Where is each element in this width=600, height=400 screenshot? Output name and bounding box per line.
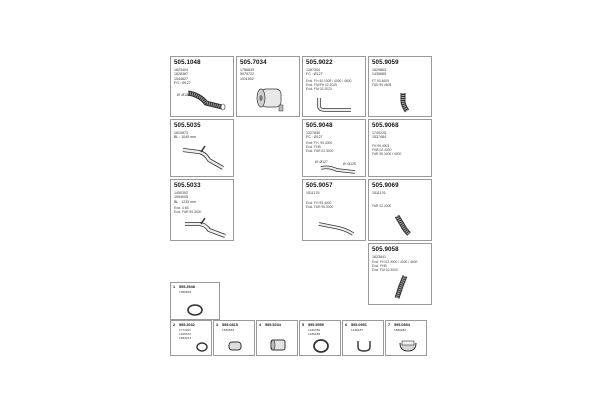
half-shell-clamp-icon: [398, 337, 418, 353]
part-code: 505.5035: [174, 122, 201, 129]
part-code: 595.0951: [351, 323, 367, 327]
clamp-icon: [226, 339, 244, 353]
small-part-card: [385, 320, 427, 356]
sleeve-icon: [269, 337, 287, 353]
diameter-label: Ø: Ø125: [177, 93, 190, 97]
fitment-notes: Excl. FH 02.3000 / 4000 / 4600 Excl. FHB Excl. FM 02.3000: [372, 260, 418, 272]
flex-pipe-icon: [393, 91, 413, 115]
part-code: 505.9069: [372, 182, 399, 189]
part-refs: 1287304 FC : Ø127: [306, 68, 323, 77]
part-code: 595.0815: [222, 323, 238, 327]
item-number: 4: [259, 323, 262, 327]
part-refs: 1623841: [372, 255, 386, 259]
clamp-icon: [185, 303, 205, 317]
fitment-notes: FT 90.4605 FAD 95.4605: [372, 79, 392, 87]
part-code: 595.5234: [265, 323, 281, 327]
small-part-card: [213, 320, 255, 356]
part-code: 505.9058: [372, 246, 399, 253]
part-code: 505.9048: [306, 122, 333, 129]
part-refs: 1740225 1537484: [372, 131, 386, 140]
part-card-505-9059: [368, 56, 432, 117]
part-refs: 1246780 1436189: [308, 328, 321, 336]
part-card-505-7034: [236, 56, 300, 117]
part-refs: 1511176: [306, 191, 320, 195]
part-code: 505.9022: [306, 59, 333, 66]
u-clamp-icon: [355, 339, 373, 353]
part-refs: 1629863 1435685: [372, 68, 386, 77]
part-code: 595.0854: [394, 323, 410, 327]
part-refs: 1530653: [222, 328, 235, 332]
part-code: 505.5033: [174, 182, 201, 189]
part-card-505-1048: [170, 56, 234, 117]
part-code: 595.5959: [308, 323, 324, 327]
part-card-505-9048: [302, 119, 366, 177]
diameter-label: Ø: Ø127: [315, 160, 328, 164]
pipe-icon: [317, 218, 357, 238]
pipe-icon: [315, 94, 355, 114]
clamp-ring-icon: [312, 338, 330, 354]
part-card-505-9058: [368, 243, 432, 305]
clamp-icon: [195, 341, 209, 353]
small-part-card: [170, 320, 212, 356]
item-number: 1: [173, 285, 176, 289]
diameter-label: Ø: Ø127: [206, 103, 219, 107]
part-refs: 1580282: [394, 328, 407, 332]
part-card-505-5033: [170, 179, 234, 241]
part-card-505-9057: [302, 179, 366, 241]
small-part-card: [256, 320, 298, 356]
flex-pipe-icon: [391, 214, 413, 238]
fitment-notes: FH 95.4003 FHB 02.4300 FAR 95.3400 / 4000: [372, 144, 402, 156]
pipe-icon: [179, 144, 229, 174]
part-refs: 1810873 BL : 1045 mm: [174, 131, 197, 140]
part-refs: 1766839 5975722 1011502: [240, 68, 254, 81]
part-card-505-9022: [302, 56, 366, 117]
part-refs: 1511176: [372, 191, 386, 195]
part-code: 505.9059: [372, 59, 399, 66]
part-code: 505.7034: [240, 59, 267, 66]
fitment-notes: Excl. FH, 95.4000 Excl. FHB Excl. FAR 02.3000: [306, 141, 334, 153]
fitment-notes: Excl. FH 95.4000 Excl. FAR 95.3000: [306, 201, 334, 209]
part-code: 595.3032: [179, 323, 195, 327]
part-refs: 1556834: [179, 290, 192, 294]
flex-pipe-icon: [186, 89, 231, 111]
fitment-notes: FAR 02.4300: [372, 204, 392, 208]
part-card-505-9069: [368, 179, 432, 241]
part-code: 505.9057: [306, 182, 333, 189]
item-number: 2: [173, 323, 176, 327]
part-code: 595.3948: [179, 285, 195, 289]
pipe-icon: [319, 164, 359, 176]
part-card-505-9068: [368, 119, 432, 177]
part-code: 505.1048: [174, 59, 201, 66]
small-part-card: [342, 320, 384, 356]
item-number: 3: [216, 323, 219, 327]
flex-pipe-icon: [391, 274, 413, 302]
fitment-notes: Excl. FH 40.1008 / 4000 / 4600 Excl. FM/FH 02.2025 Excl. FM 02.2023: [306, 79, 352, 91]
part-refs: 1771101 1229572 1683273: [179, 328, 192, 340]
item-number: 7: [388, 323, 391, 327]
small-part-card: [299, 320, 341, 356]
muffler-icon: [255, 85, 287, 113]
part-refs: 1327830 FC : Ø127: [306, 131, 323, 140]
part-card-505-5035: [170, 119, 234, 177]
part-refs: 1623404 1628387 1544827 FG : Ø127: [174, 68, 191, 86]
part-refs: 1449187: [351, 328, 364, 332]
item-number: 6: [345, 323, 348, 327]
part-code: 505.9068: [372, 122, 399, 129]
pipe-icon: [181, 214, 231, 240]
part-refs: 1450392 1594005 BL : 1235 mm: [174, 191, 197, 204]
fitment-notes: Excl. 4 kB Excl. FAR 95.3400: [174, 206, 202, 214]
item-number: 5: [302, 323, 305, 327]
part-card-595-3948: [170, 282, 220, 320]
diameter-label: Ø: Ø125: [343, 162, 356, 166]
